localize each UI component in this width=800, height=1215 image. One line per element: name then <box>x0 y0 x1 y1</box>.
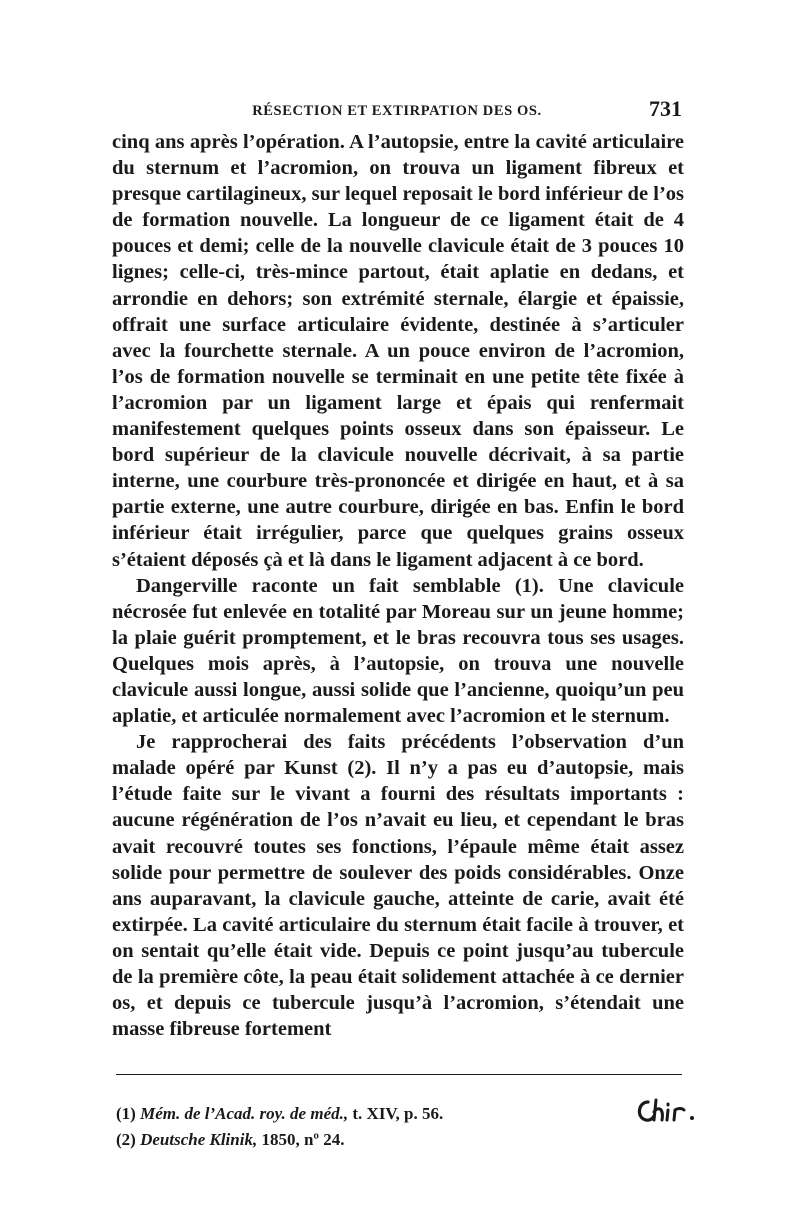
footnote-reference: 1850, nº 24. <box>261 1130 345 1149</box>
running-title: RÉSECTION ET EXTIRPATION DES OS. <box>252 103 542 119</box>
footnote-divider <box>116 1074 682 1075</box>
footnote-reference: t. XIV, p. 56. <box>352 1104 444 1123</box>
body-text <box>112 129 684 1042</box>
paragraph-1: cinq ans après l’opération. A l’autopsie, entre la cavité articulaire du sternum et l’acromion, on trouva un ligament fibreux et presque cartilagineux, sur lequel reposait le bord inférieur de l’os de formation nouvelle. La longueur de ce ligament était de 4 pouces et demi; celle de la nouvelle clavicule était de 3 pouces 10 lignes; celle-ci, très-mince partout, était aplatie en dedans, et arrondie en dehors; son extrémité sternale, élargie et épaissie, offrait une surface articulaire évidente, destinée à s’articuler avec la fourchette sternale. A un pouce environ de l’acromion, l’os de formation nouvelle se terminait en une petite tête fixée à l’acromion par un ligament large et épais qui renfermait manifestement quelques points osseux dans son épaisseur. Le bord supérieur de la clavicule nouvelle décrivait, à sa partie interne, une courbure très-prononcée et dirigée en haut, et à sa partie externe, une autre courbure, dirigée en bas. Enfin le bord inférieur était irrégulier, parce que quelques grains osseux s’étaient déposés çà et là dans le ligament adjacent à ce bord. <box>112 131 684 571</box>
footnote-1 <box>116 1101 686 1127</box>
paragraph-2: Dangerville raconte un fait semblable (1). Une clavicule nécrosée fut enlevée en totalité par Moreau sur un jeune homme; la plaie guérit promptement, et le bras recouvra tous ses usages. Quelques mois après, à l’autopsie, on trouva une nouvelle clavicule aussi longue, aussi solide que l’ancienne, quoiqu’un peu aplatie, et articulée normalement avec l’acromion et le sternum. <box>112 574 684 728</box>
page-header <box>112 93 682 123</box>
footnote-source: Mém. de l’Acad. roy. de méd., <box>140 1104 349 1123</box>
footnotes <box>116 1101 686 1153</box>
footnote-source: Deutsche Klinik, <box>140 1130 258 1149</box>
footnote-number: (1) <box>116 1104 136 1123</box>
footnote-number: (2) <box>116 1130 136 1149</box>
footnote-2 <box>116 1127 686 1153</box>
page-number: 731 <box>649 96 682 121</box>
paragraph-3: Je rapprocherai des faits précédents l’observation d’un malade opéré par Kunst (2). Il n’y a pas eu d’autopsie, mais l’étude faite sur le vivant a fourni des résultats importants : aucune régénération de l’os n’avait eu lieu, et cependant le bras avait recouvré toutes ses fonctions, l’épaule même était assez solide pour permettre de soulever des poids considérables. Onze ans auparavant, la clavicule gauche, atteinte de carie, avait été extirpée. La cavité articulaire du sternum était facile à trouver, et on sentait qu’elle était vide. Depuis ce point jusqu’au tubercule de la première côte, la peau était solidement attachée à ce dernier os, et depuis ce tubercule jusqu’à l’acromion, s’étendait une masse fibreuse fortement <box>112 731 684 1041</box>
handwritten-stamp-icon <box>634 1096 700 1126</box>
